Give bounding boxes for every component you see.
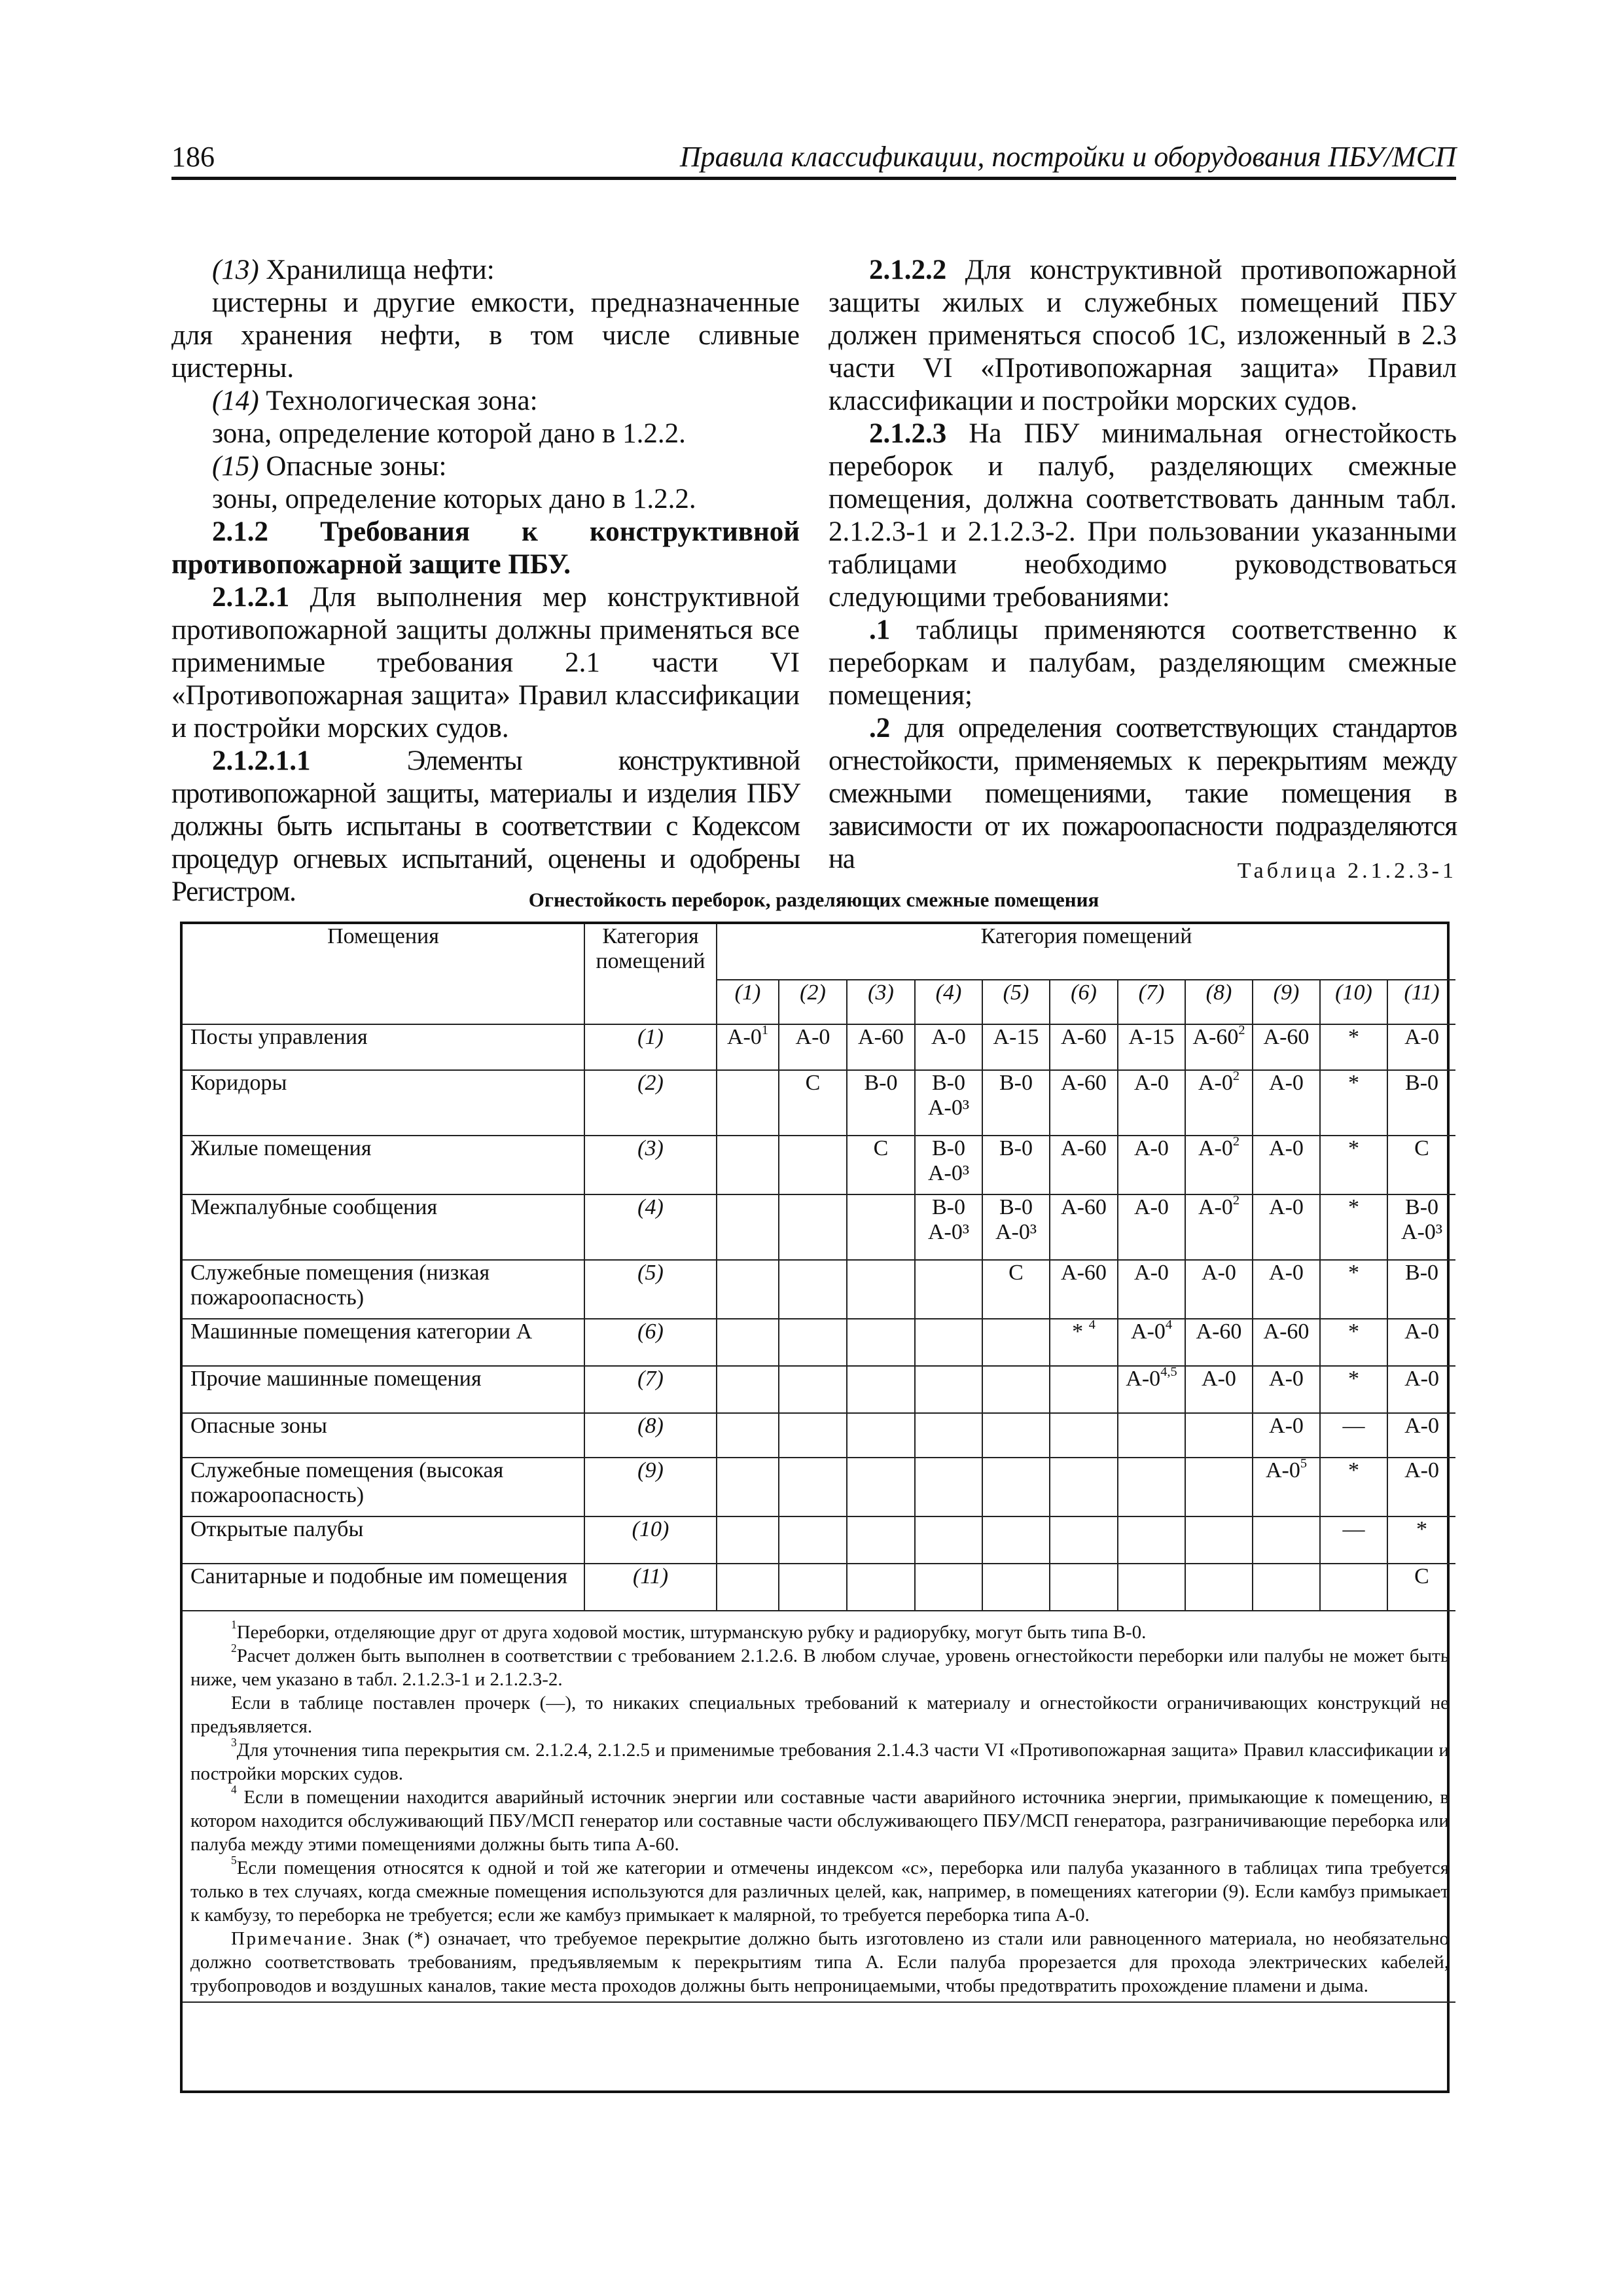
rating-cell <box>1320 1194 1387 1260</box>
rating-value: A-0 <box>1269 1071 1304 1095</box>
rating-cell <box>1320 1136 1387 1194</box>
rating-cell <box>1387 1070 1455 1136</box>
rating-cell <box>982 1413 1050 1458</box>
rating-cell <box>1118 1458 1185 1516</box>
rating-cell <box>717 1024 779 1070</box>
table-row <box>183 1458 1455 1516</box>
rating-cell <box>1050 1319 1118 1366</box>
note-dash: Если в таблице поставлен прочерк (—), то никаких специальных требований к материалу и огнестойкости ограничивающих конструкций не предъявляется. <box>190 1693 1450 1737</box>
note-5: $^5$Если помещения относятся к одной и той же категории и отмечены индексом «с», переборка или палуба указанного в таблицах типа требуется только в тех случаях, когда смежные помещения используются для различных целей, как, например, в помещениях категории (9). Если камбуз примыкает к камбузу, то переборка не требуется; если же камбуз примыкает к малярной, то требуется переборка типа А-0. <box>190 1854 1450 1926</box>
rating-cell <box>1118 1516 1185 1564</box>
rating-value: A-0 <box>795 1025 830 1049</box>
rating-cell <box>1320 1516 1387 1564</box>
rating-value: * <box>1072 1319 1089 1344</box>
rating-cell <box>847 1458 915 1516</box>
table-row <box>183 1024 1455 1070</box>
rating-value: A-0 <box>1130 1319 1166 1344</box>
rating-cell <box>1253 1564 1320 1611</box>
rating-cell <box>1253 1366 1320 1413</box>
rating-cell <box>717 1194 779 1260</box>
rating-cell <box>915 1024 982 1070</box>
table-row <box>183 1564 1455 1611</box>
rating-cell <box>982 1136 1050 1194</box>
rating-value: A-0 <box>1404 1319 1439 1344</box>
rating-cell <box>1253 1070 1320 1136</box>
rating-value: A-0 <box>1198 1136 1233 1160</box>
rating-cell <box>915 1366 982 1413</box>
rating-cell <box>1118 1194 1185 1260</box>
space-category: (9) <box>584 1458 717 1516</box>
note-remark: Примечание. Знак (*) означает, что требуемое перекрытие должно быть изготовлено из стали или равноценного материала, но необязательно должно соответствовать требованиям, предъявляемым к перекрытиям типа А. Если палуба прорезается для прохода электрических кабелей, трубопроводов и воздушных каналов, такие места проходов должны быть непроницаемыми, чтобы предотвратить прохождение пламени и дыма. <box>190 1928 1450 1996</box>
category-header-5: (5) <box>982 980 1050 1024</box>
note-1: $^1$Переборки, отделяющие друг от друга ходовой мостик, штурманскую рубку и радиорубку, могут быть типа В-0. <box>231 1618 1147 1643</box>
rating-value: A-0 <box>1404 1458 1439 1482</box>
rating-cell <box>847 1194 915 1260</box>
space-name: Посты управления <box>183 1024 584 1070</box>
rating-value: A-0 <box>1404 1025 1439 1049</box>
rating-cell <box>1387 1564 1455 1611</box>
rating-value: A-0 <box>1134 1136 1169 1160</box>
definition-15-text: зоны, определение которых дано в 1.2.2. <box>212 484 696 514</box>
rating-value: A-0 <box>1269 1414 1304 1438</box>
space-category: (6) <box>584 1319 717 1366</box>
rating-cell <box>915 1260 982 1319</box>
space-category: (1) <box>584 1024 717 1070</box>
rating-cell <box>915 1516 982 1564</box>
rating-cell <box>1185 1413 1253 1458</box>
category-header-9: (9) <box>1253 980 1320 1024</box>
rating-value: B-0 <box>1405 1195 1439 1219</box>
rating-alt-value: A-0³ <box>995 1220 1037 1244</box>
rating-cell <box>1320 1564 1387 1611</box>
rating-value: A-0 <box>1404 1367 1439 1391</box>
rating-cell <box>1253 1024 1320 1070</box>
rating-value: A-0 <box>1269 1136 1304 1160</box>
rating-cell <box>717 1413 779 1458</box>
rating-cell <box>915 1564 982 1611</box>
rating-cell <box>779 1458 847 1516</box>
space-name: Коридоры <box>183 1070 584 1136</box>
rating-cell <box>982 1366 1050 1413</box>
definition-14-title: (14) Технологическая зона: <box>212 386 538 416</box>
right-column <box>829 254 1457 876</box>
header-spaces: Помещения <box>183 924 584 1024</box>
rating-cell <box>1050 1458 1118 1516</box>
space-name: Жилые помещения <box>183 1136 584 1194</box>
rating-cell <box>915 1194 982 1260</box>
note-2: $^2$Расчет должен быть выполнен в соответствии с требованием 2.1.2.6. В любом случае, уровень огнестойкости переборки или палубы не может быть ниже, чем указано в табл. 2.1.2.3-1 и 2.1.2.3-2. <box>190 1641 1450 1690</box>
notes-row <box>183 1611 1455 2002</box>
rating-value: A-0 <box>1198 1195 1233 1219</box>
table-row <box>183 1516 1455 1564</box>
space-category: (10) <box>584 1516 717 1564</box>
rating-cell <box>915 1070 982 1136</box>
rating-value: C <box>1414 1564 1429 1588</box>
rating-cell <box>1050 1260 1118 1319</box>
rating-value: A-60 <box>1061 1195 1107 1219</box>
table-row <box>183 1260 1455 1319</box>
rating-cell <box>847 1136 915 1194</box>
category-header-8: (8) <box>1185 980 1253 1024</box>
table-row <box>183 1194 1455 1260</box>
table-row <box>183 1319 1455 1366</box>
rating-alt-value: A-0³ <box>1400 1220 1443 1244</box>
rating-value: B-0 <box>999 1071 1033 1095</box>
rating-cell <box>1050 1564 1118 1611</box>
rating-cell <box>717 1319 779 1366</box>
rating-value: C <box>873 1136 889 1160</box>
rating-value: C <box>1008 1261 1024 1285</box>
rating-cell <box>847 1024 915 1070</box>
table-row <box>183 1413 1455 1458</box>
rating-value: A-0 <box>1134 1261 1169 1285</box>
header-rule <box>171 177 1456 180</box>
section-2-1-2-3: 2.1.2.3 На ПБУ минимальная огнестойкость переборок и палуб, разделяющих смежные помещения, должна соответствовать данным табл. 2.1.2.3-1 и 2.1.2.3-2. При пользовании указанными таблицами необходимо руководствоваться следующими требованиями: <box>829 418 1457 613</box>
page-number: 186 <box>171 141 215 173</box>
table-row <box>183 1136 1455 1194</box>
rating-value: B-0 <box>1405 1071 1439 1095</box>
rating-cell <box>1320 1413 1387 1458</box>
table-notes <box>183 1611 1455 2002</box>
rating-cell <box>1185 1366 1253 1413</box>
rating-value: A-0 <box>1202 1367 1236 1391</box>
table-number: Таблица 2.1.2.3-1 <box>1237 859 1457 883</box>
rating-value: * <box>1348 1261 1359 1285</box>
rating-cell <box>1118 1564 1185 1611</box>
header-category: Категория помещений <box>584 924 717 1024</box>
rating-cell <box>1387 1458 1455 1516</box>
footnote-mark: 2 <box>1238 1023 1245 1037</box>
footnote-mark: 5 <box>1300 1456 1308 1471</box>
space-category: (3) <box>584 1136 717 1194</box>
rating-cell <box>779 1136 847 1194</box>
rating-cell <box>982 1070 1050 1136</box>
space-name: Межпалубные сообщения <box>183 1194 584 1260</box>
rating-cell <box>847 1564 915 1611</box>
rating-cell <box>717 1516 779 1564</box>
rating-cell <box>779 1516 847 1564</box>
rating-cell <box>1253 1319 1320 1366</box>
rating-value: A-0 <box>1269 1195 1304 1219</box>
rating-cell <box>717 1366 779 1413</box>
rating-cell <box>847 1260 915 1319</box>
definition-13-text: цистерны и другие емкости, предназначенные для хранения нефти, в том числе сливные цистерны. <box>171 287 800 384</box>
rating-cell <box>1118 1136 1185 1194</box>
rating-cell <box>1387 1260 1455 1319</box>
rating-value: B-0 <box>932 1071 965 1095</box>
rating-cell <box>1253 1458 1320 1516</box>
rating-value: B-0 <box>932 1195 965 1219</box>
rating-cell <box>1253 1413 1320 1458</box>
rating-value: A-60 <box>1061 1136 1107 1160</box>
space-name: Санитарные и подобные им помещения <box>183 1564 584 1611</box>
space-name: Прочие машинные помещения <box>183 1366 584 1413</box>
rating-cell <box>1118 1319 1185 1366</box>
definition-14-text: зона, определение которой дано в 1.2.2. <box>212 418 686 449</box>
rating-cell <box>982 1194 1050 1260</box>
rating-value: A-60 <box>1196 1319 1242 1344</box>
rating-cell <box>1185 1070 1253 1136</box>
rating-cell <box>1387 1136 1455 1194</box>
rating-alt-value: A-0³ <box>927 1096 970 1120</box>
rating-value: A-60 <box>1263 1025 1310 1049</box>
rating-value: * <box>1348 1195 1359 1219</box>
rating-cell <box>982 1319 1050 1366</box>
rating-value: A-60 <box>858 1025 904 1049</box>
category-header-4: (4) <box>915 980 982 1024</box>
rating-value: * <box>1348 1367 1359 1391</box>
space-category: (8) <box>584 1413 717 1458</box>
category-header-1: (1) <box>717 980 779 1024</box>
rating-cell <box>982 1458 1050 1516</box>
rating-value: — <box>1342 1517 1365 1541</box>
rating-cell <box>847 1516 915 1564</box>
footnote-mark: 2 <box>1232 1069 1240 1083</box>
footnote-mark: 2 <box>1232 1134 1240 1149</box>
rating-cell <box>915 1413 982 1458</box>
rating-cell <box>1118 1413 1185 1458</box>
rating-cell <box>915 1136 982 1194</box>
rating-cell <box>779 1070 847 1136</box>
rating-cell <box>982 1516 1050 1564</box>
rating-cell <box>1320 1319 1387 1366</box>
rating-cell <box>1185 1516 1253 1564</box>
table-row <box>183 1070 1455 1136</box>
rating-cell <box>1253 1136 1320 1194</box>
rating-value: A-60 <box>1061 1261 1107 1285</box>
table-row <box>183 1366 1455 1413</box>
rating-cell <box>1050 1070 1118 1136</box>
rating-cell <box>1050 1024 1118 1070</box>
category-header-7: (7) <box>1118 980 1185 1024</box>
section-2-1-2-heading: 2.1.2 Требования к конструктивной противопожарной защите ПБУ. <box>171 516 800 580</box>
fire-resistance-grid <box>183 924 1455 2003</box>
rating-cell <box>717 1458 779 1516</box>
rating-cell <box>1320 1070 1387 1136</box>
rating-cell <box>847 1070 915 1136</box>
rating-cell <box>1185 1194 1253 1260</box>
rating-value: A-0 <box>1134 1195 1169 1219</box>
rating-value: A-0 <box>1202 1261 1236 1285</box>
rating-cell <box>779 1260 847 1319</box>
category-header-11: (11) <box>1387 980 1455 1024</box>
rating-value: B-0 <box>1405 1261 1439 1285</box>
rating-cell <box>1253 1516 1320 1564</box>
rating-value: C <box>1414 1136 1429 1160</box>
rating-cell <box>1185 1136 1253 1194</box>
rating-cell <box>1185 1319 1253 1366</box>
rating-cell <box>1185 1260 1253 1319</box>
space-name: Опасные зоны <box>183 1413 584 1458</box>
space-category: (2) <box>584 1070 717 1136</box>
header-space-categories: Категория помещений <box>717 924 1455 980</box>
table-title: Огнестойкость переборок, разделяющих смежные помещения <box>528 888 1099 911</box>
space-name: Служебные помещения (высокая пожароопасность) <box>183 1458 584 1516</box>
rating-cell <box>982 1564 1050 1611</box>
footnote-mark: 4,5 <box>1160 1365 1177 1379</box>
rating-cell <box>1118 1024 1185 1070</box>
rating-value: A-0 <box>1126 1367 1161 1391</box>
space-name: Машинные помещения категории А <box>183 1319 584 1366</box>
rating-cell <box>1320 1024 1387 1070</box>
rating-value: A-0 <box>1269 1261 1304 1285</box>
rating-value: A-60 <box>1061 1025 1107 1049</box>
section-2-1-2-1: 2.1.2.1 Для выполнения мер конструктивной противопожарной защиты должны применяться все применимые требования 2.1 части VI «Противопожарная защита» Правил классификации и постройки морских судов. <box>171 582 800 744</box>
rating-value: A-0 <box>1198 1071 1233 1095</box>
rating-cell <box>1185 1564 1253 1611</box>
rating-value: * <box>1348 1319 1359 1344</box>
rating-cell <box>779 1366 847 1413</box>
rating-value: B-0 <box>999 1195 1033 1219</box>
definition-15-title: (15) Опасные зоны: <box>212 451 447 482</box>
running-title: Правила классификации, постройки и оборудования ПБУ/МСП <box>679 141 1456 173</box>
page-header <box>171 137 1456 178</box>
note-3: $^3$Для уточнения типа перекрытия см. 2.1.2.4, 2.1.2.5 и применимые требования 2.1.4.3 части VI «Противопожарная защита» Правил классификации и постройки морских судов. <box>190 1736 1450 1784</box>
category-header-6: (6) <box>1050 980 1118 1024</box>
rating-value: C <box>805 1071 821 1095</box>
fire-resistance-table <box>180 922 1450 2093</box>
rating-cell <box>717 1136 779 1194</box>
rating-cell <box>1253 1194 1320 1260</box>
rating-cell <box>1253 1260 1320 1319</box>
definition-13-title: (13) Хранилища нефти: <box>212 255 495 285</box>
rating-value: * <box>1348 1458 1359 1482</box>
rating-cell <box>779 1564 847 1611</box>
rating-cell <box>1118 1260 1185 1319</box>
rating-cell <box>1387 1413 1455 1458</box>
rating-cell <box>1320 1260 1387 1319</box>
rating-cell <box>1387 1366 1455 1413</box>
section-2-1-2-1-1: 2.1.2.1.1 Элементы конструктивной противопожарной защиты, материалы и изделия ПБУ должны быть испытаны в соответствии с Кодексом процедур огневых испытаний, оценены и одобрены Регистром. <box>171 745 800 907</box>
space-name: Служебные помещения (низкая пожароопасность) <box>183 1260 584 1319</box>
space-category: (11) <box>584 1564 717 1611</box>
space-category: (7) <box>584 1366 717 1413</box>
rating-alt-value: A-0³ <box>927 1220 970 1244</box>
space-name: Открытые палубы <box>183 1516 584 1564</box>
rating-value: A-0 <box>1404 1414 1439 1438</box>
rating-cell <box>1050 1413 1118 1458</box>
rating-value: * <box>1416 1517 1428 1541</box>
rating-cell <box>717 1564 779 1611</box>
rating-value: A-0 <box>726 1025 762 1049</box>
rating-value: B-0 <box>932 1136 965 1160</box>
rating-cell <box>779 1194 847 1260</box>
rating-cell <box>982 1260 1050 1319</box>
rating-cell <box>1118 1070 1185 1136</box>
rating-cell <box>1387 1024 1455 1070</box>
rating-value: A-0 <box>931 1025 966 1049</box>
rating-cell <box>1118 1366 1185 1413</box>
category-header-2: (2) <box>779 980 847 1024</box>
rating-value: * <box>1348 1136 1359 1160</box>
left-column <box>171 254 800 908</box>
list-item-1: .1 таблицы применяются соответственно к переборкам и палубам, разделяющим смежные помещения; <box>829 615 1457 711</box>
list-item-2: .2 для определения соответствующих стандартов огнестойкости, применяемых к перекрытиям между смежными помещениями, такие помещения в зависимости от их пожароопасности подразделяются на <box>829 713 1457 874</box>
rating-cell <box>779 1319 847 1366</box>
footnote-mark: 4 <box>1088 1318 1096 1332</box>
rating-cell <box>1185 1024 1253 1070</box>
rating-alt-value: A-0³ <box>927 1161 970 1185</box>
rating-cell <box>847 1319 915 1366</box>
rating-cell <box>779 1024 847 1070</box>
rating-value: A-15 <box>993 1025 1039 1049</box>
section-2-1-2-2: 2.1.2.2 Для конструктивной противопожарной защиты жилых и служебных помещений ПБУ должен применяться способ 1С, изложенный в 2.3 части VI «Противопожарная защита» Правил классификации и постройки морских судов. <box>829 255 1457 416</box>
footnote-mark: 1 <box>761 1023 769 1037</box>
category-header-10: (10) <box>1320 980 1387 1024</box>
table-header-row <box>183 924 1455 980</box>
rating-cell <box>982 1024 1050 1070</box>
rating-value: A-0 <box>1265 1458 1300 1482</box>
rating-value: A-60 <box>1263 1319 1310 1344</box>
rating-cell <box>1387 1516 1455 1564</box>
rating-cell <box>1050 1194 1118 1260</box>
footnote-mark: 2 <box>1232 1193 1240 1208</box>
rating-cell <box>1320 1458 1387 1516</box>
rating-value: A-15 <box>1128 1025 1175 1049</box>
rating-value: * <box>1348 1071 1359 1095</box>
rating-value: A-0 <box>1269 1367 1304 1391</box>
rating-cell <box>1320 1366 1387 1413</box>
rating-value: A-60 <box>1061 1071 1107 1095</box>
rating-value: A-0 <box>1134 1071 1169 1095</box>
rating-cell <box>847 1366 915 1413</box>
rating-value: — <box>1342 1414 1365 1438</box>
space-category: (5) <box>584 1260 717 1319</box>
rating-cell <box>1185 1458 1253 1516</box>
rating-cell <box>1050 1136 1118 1194</box>
rating-cell <box>1387 1194 1455 1260</box>
rating-value: * <box>1348 1025 1359 1049</box>
footnote-mark: 4 <box>1165 1318 1173 1332</box>
note-4: $^4$ Если в помещении находится аварийный источник энергии или составные части аварийного источника энергии, примыкающие к помещению, в котором находится обслуживающий ПБУ/МСП генератор или составные части обслуживающего ПБУ/МСП генератора, разграничивающие переборка или палуба между этими помещениями должны быть типа А-60. <box>190 1783 1450 1855</box>
category-header-3: (3) <box>847 980 915 1024</box>
space-category: (4) <box>584 1194 717 1260</box>
rating-cell <box>847 1413 915 1458</box>
rating-cell <box>1387 1319 1455 1366</box>
rating-value: A-60 <box>1192 1025 1239 1049</box>
rating-cell <box>717 1260 779 1319</box>
rating-value: B-0 <box>999 1136 1033 1160</box>
rating-cell <box>915 1458 982 1516</box>
rating-cell <box>915 1319 982 1366</box>
rating-cell <box>717 1070 779 1136</box>
rating-value: B-0 <box>864 1071 898 1095</box>
rating-cell <box>1050 1366 1118 1413</box>
rating-cell <box>1050 1516 1118 1564</box>
rating-cell <box>779 1413 847 1458</box>
